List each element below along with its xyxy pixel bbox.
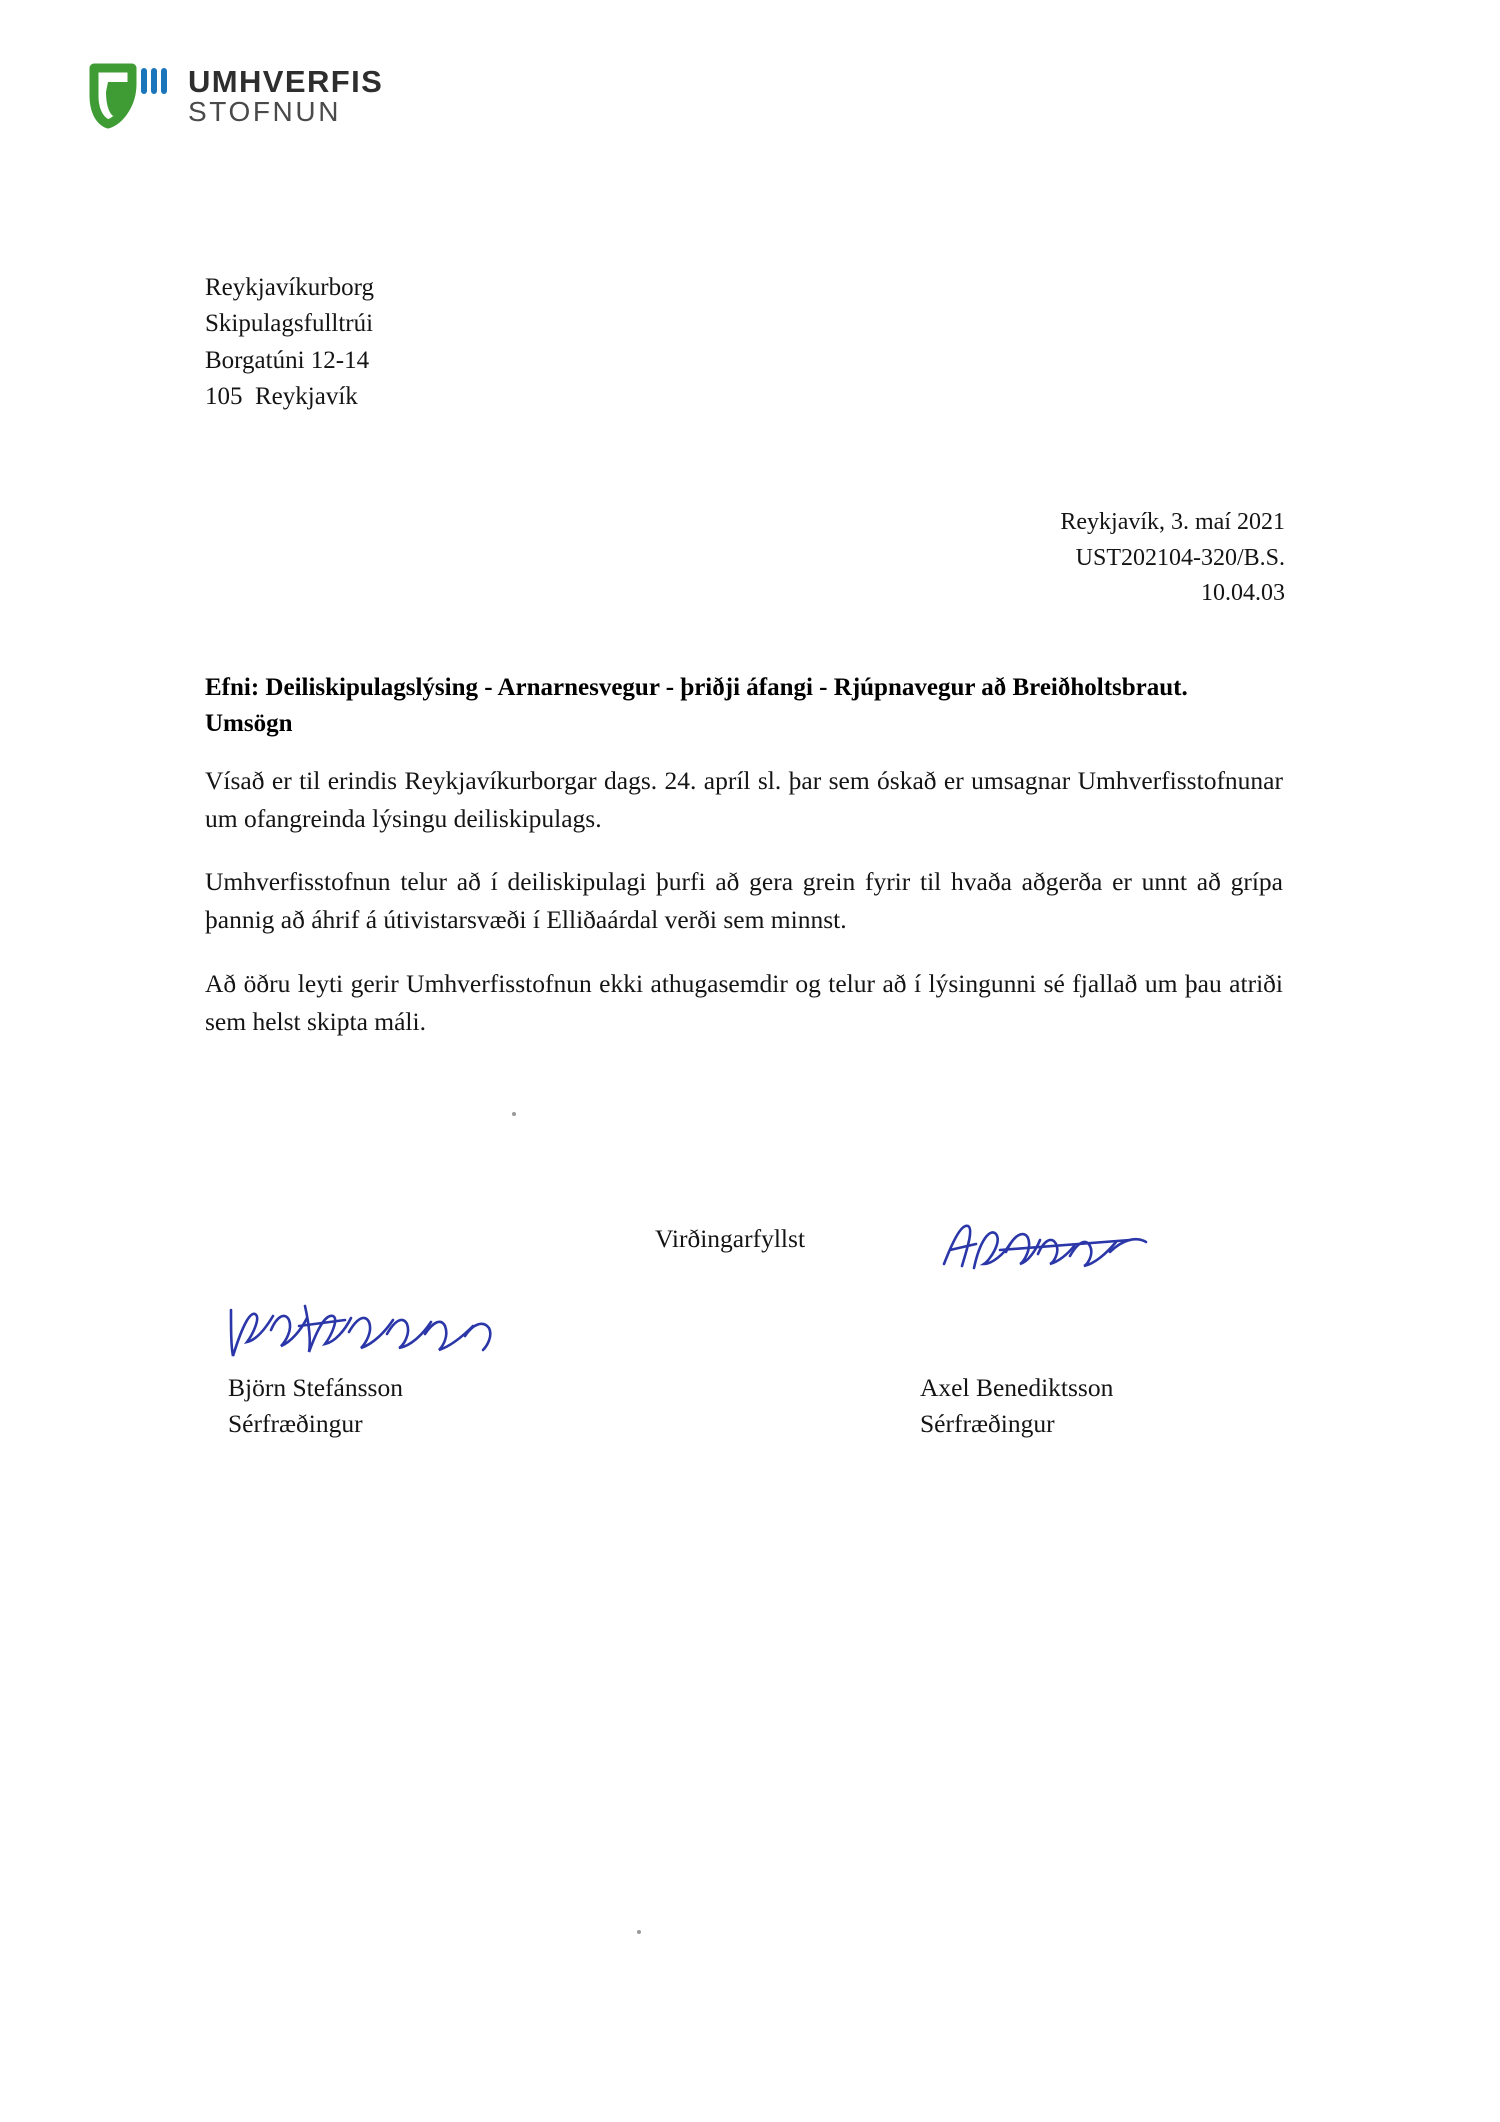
organization-name-line2: STOFNUN xyxy=(188,95,342,127)
page-speck xyxy=(512,1112,516,1116)
handwritten-signature-icon xyxy=(940,1210,1160,1300)
recipient-line-1: Reykjavíkurborg xyxy=(205,274,374,301)
signatory-name-left: Björn Stefánsson xyxy=(228,1373,403,1402)
body-paragraph-2: Umhverfisstofnun telur að í deiliskipulagi þurfi að gera grein fyrir til hvaða aðgerða er unnt að grípa þannig að áhrif á útivistarsvæði í Elliðaárdal verði sem minnst. xyxy=(205,867,1283,935)
organization-name-line1: UMHVERFIS xyxy=(188,64,384,99)
signatory-title-right: Sérfræðingur xyxy=(920,1409,1055,1439)
letterhead xyxy=(88,62,383,130)
recipient-address xyxy=(205,270,374,415)
page-speck xyxy=(637,1930,641,1934)
body-paragraph-3: Að öðru leyti gerir Umhverfisstofnun ekki athugasemdir og telur að í lýsingunni sé fjallað um þau atriði sem helst skipta máli. xyxy=(205,968,1283,1036)
signatory-name-right: Axel Benediktsson xyxy=(920,1373,1114,1402)
body-paragraph-1: Vísað er til erindis Reykjavíkurborgar dags. 24. apríl sl. þar sem óskað er umsagnar Umhverfisstofnunar um ofangreinda lýsingu deiliskipulags. xyxy=(205,766,1283,833)
case-number: UST202104-320/B.S. xyxy=(1075,544,1285,571)
signature-block-left xyxy=(228,1370,403,1442)
recipient-line-4: 105 Reykjavík xyxy=(205,382,358,410)
letter-body xyxy=(205,762,1283,1066)
umhverfisstofnun-logo-icon xyxy=(88,62,174,130)
subject-heading: Efni: Deiliskipulagslýsing - Arnarnesvegur - þriðji áfangi - Rjúpnavegur að Breiðholtsbraut. Umsögn xyxy=(205,674,1188,737)
place-and-date: Reykjavík, 3. maí 2021 xyxy=(1060,509,1285,535)
signature-block-right xyxy=(920,1370,1113,1442)
signatory-title-left: Sérfræðingur xyxy=(228,1409,363,1439)
reference-block xyxy=(1060,505,1285,612)
organization-name xyxy=(188,62,383,126)
recipient-line-3: Borgatúni 12-14 xyxy=(205,346,370,374)
closing-salutation: Virðingarfyllst xyxy=(655,1224,806,1253)
handwritten-signature-icon xyxy=(225,1290,525,1380)
file-code: 10.04.03 xyxy=(1201,580,1285,607)
recipient-line-2: Skipulagsfulltrúi xyxy=(205,310,374,338)
